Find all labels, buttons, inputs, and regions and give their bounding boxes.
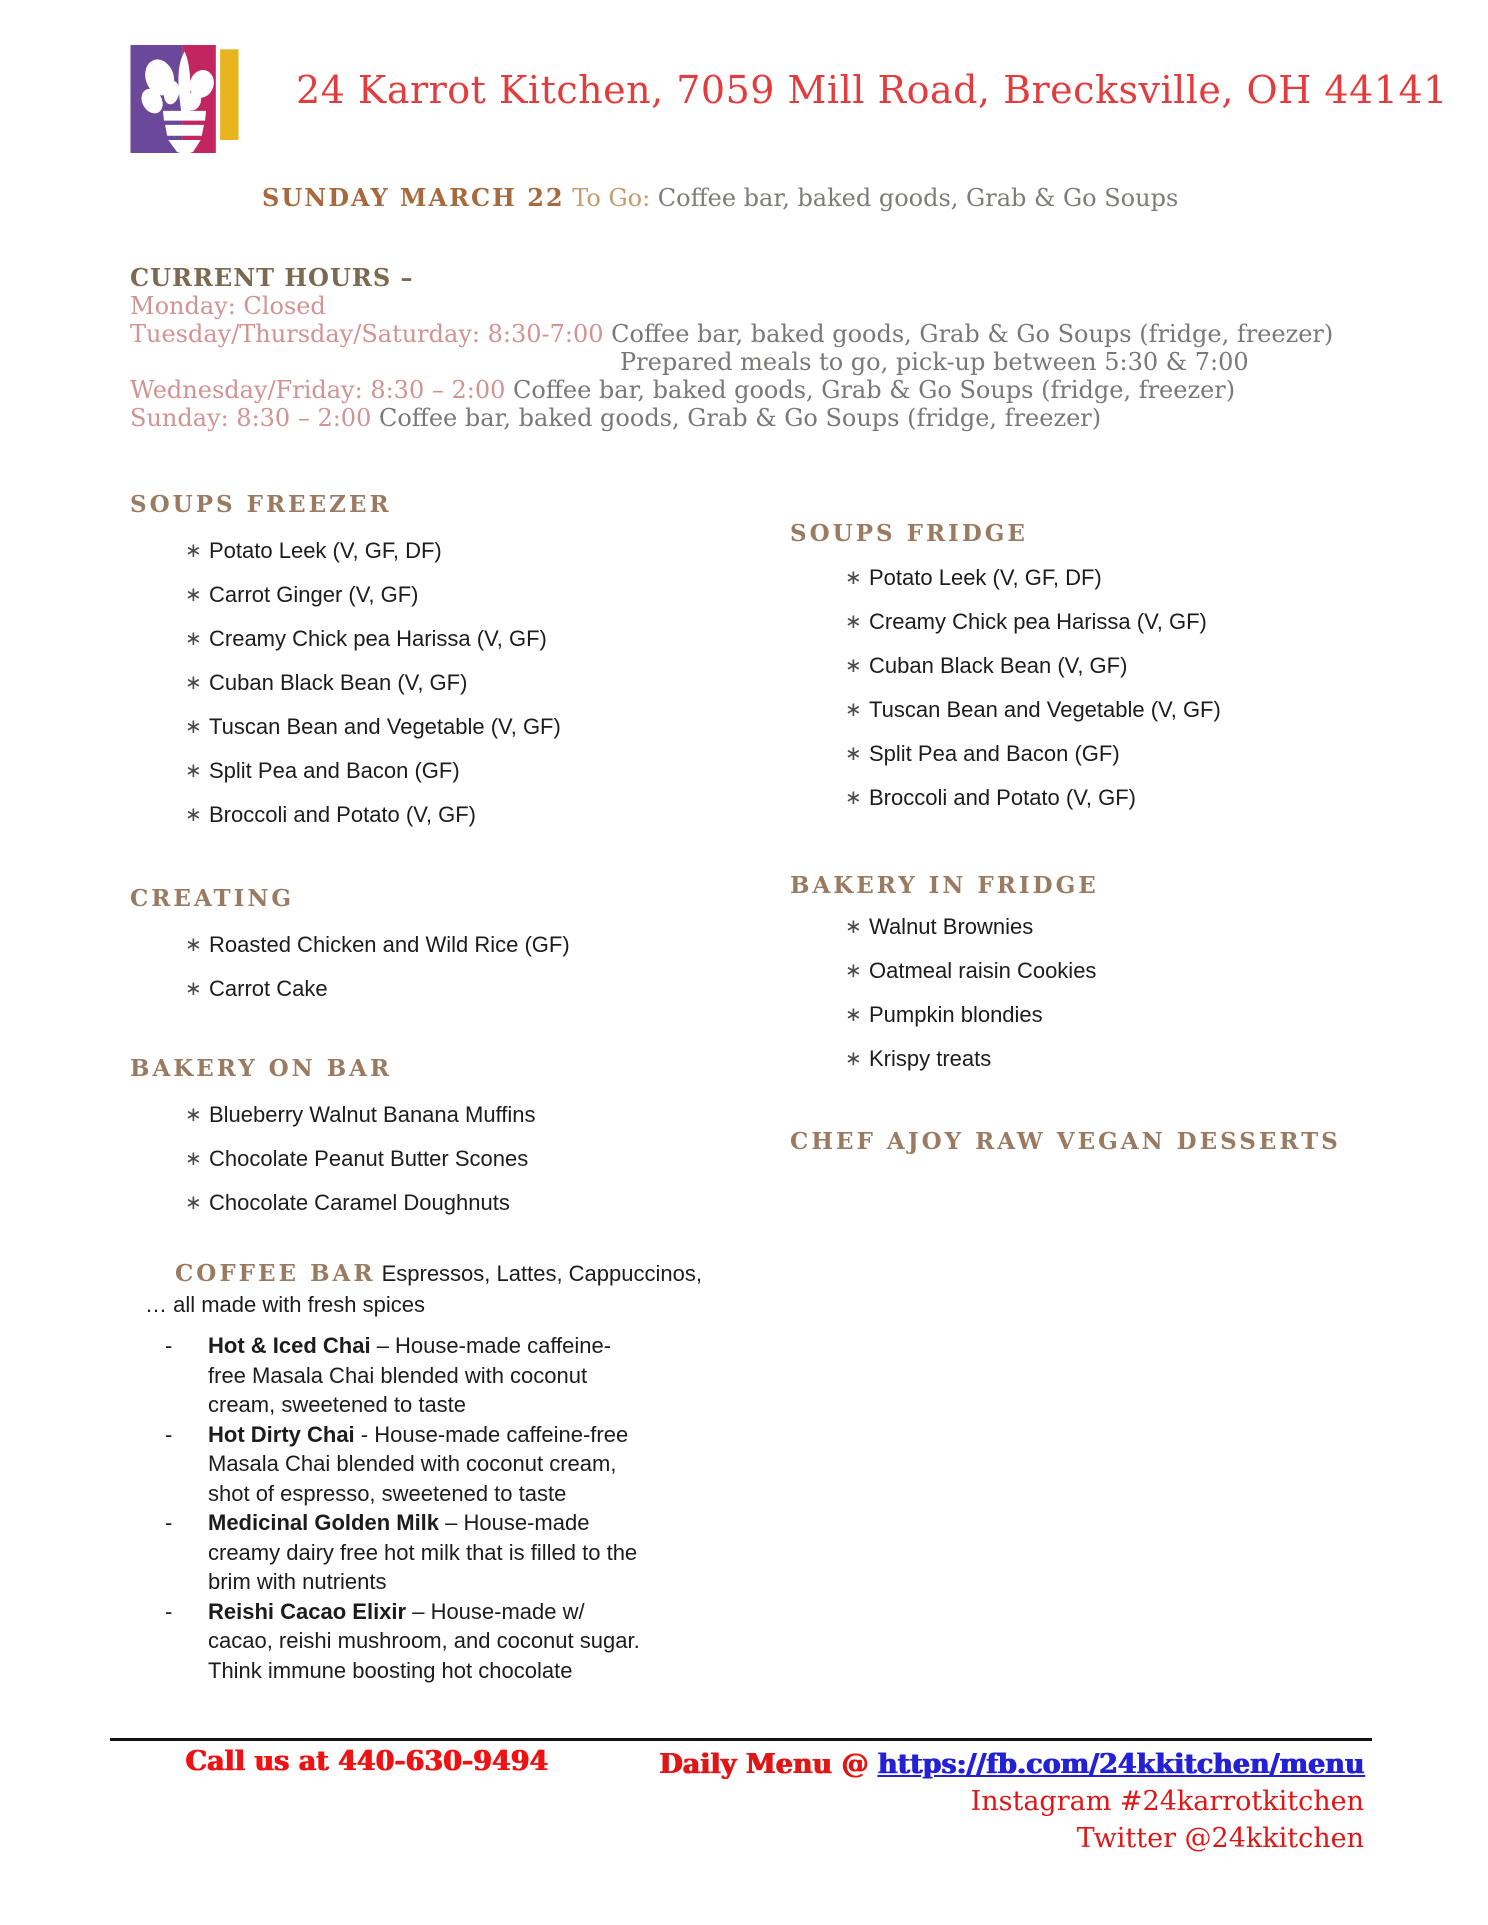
footer-links [659, 1746, 1364, 1857]
menu-item: ∗ Broccoli and Potato (V, GF) [185, 803, 770, 826]
footer-instagram: Instagram #24karrotkitchen [970, 1786, 1364, 1817]
creating-list [130, 933, 770, 1000]
footer-phone: Call us at 440-630-9494 [185, 1746, 548, 1777]
coffee-intro-2: … all made with fresh spices [145, 1292, 425, 1317]
facebook-menu-link[interactable]: https://fb.com/24kkitchen/menu [877, 1749, 1364, 1780]
coffee-drinks-list [130, 1331, 640, 1685]
today-date: SUNDAY MARCH 22 [262, 183, 565, 212]
chef-ajoy-heading: CHEF AJOY RAW VEGAN DESSERTS [790, 1128, 1341, 1155]
menu-item: ∗ Cuban Black Bean (V, GF) [845, 654, 1390, 677]
bakery-on-bar-list [130, 1103, 770, 1214]
coffee-drink-item: - Hot & Iced Chai – House-made caffeine-free Masala Chai blended with coconut cream, sweetened to taste [130, 1331, 640, 1420]
bakery-in-fridge-heading: BAKERY IN FRIDGE [790, 872, 1099, 899]
section-bakery-in-fridge [790, 872, 1390, 1070]
menu-item: ∗ Split Pea and Bacon (GF) [845, 742, 1390, 765]
menu-item: ∗ Walnut Brownies [845, 915, 1390, 938]
creating-heading: CREATING [130, 885, 295, 912]
hours-sunday: Sunday: 8:30 – 2:00 Coffee bar, baked goods, Grab & Go Soups (fridge, freezer) [130, 404, 1102, 432]
menu-item: ∗ Krispy treats [845, 1047, 1390, 1070]
menu-item: ∗ Carrot Cake [185, 977, 770, 1000]
menu-item: ∗ Chocolate Peanut Butter Scones [185, 1147, 770, 1170]
section-chef-ajoy [790, 1128, 1390, 1156]
coffee-drink-item: - Medicinal Golden Milk – House-made creamy dairy free hot milk that is filled to the brim with nutrients [130, 1508, 640, 1597]
today-line [262, 183, 1178, 212]
coffee-bar-intro [130, 1258, 770, 1320]
section-creating [130, 885, 770, 1000]
right-column [790, 478, 1390, 1156]
menu-item: ∗ Creamy Chick pea Harissa (V, GF) [185, 627, 770, 650]
section-soups-freezer [130, 491, 770, 826]
hours-heading: CURRENT HOURS – [130, 263, 414, 292]
hours-tue-thu-sat: Tuesday/Thursday/Saturday: 8:30-7:00 Coffee bar, baked goods, Grab & Go Soups (fridge, freezer) [130, 320, 1334, 348]
page-title: 24 Karrot Kitchen, 7059 Mill Road, Brecksville, OH 44141 [296, 68, 1448, 112]
bakery-in-fridge-list [790, 915, 1390, 1070]
soups-freezer-list [130, 539, 770, 826]
carrot-logo-icon [128, 45, 241, 153]
left-column [130, 478, 770, 1685]
menu-item: ∗ Creamy Chick pea Harissa (V, GF) [845, 610, 1390, 633]
menu-item: ∗ Tuscan Bean and Vegetable (V, GF) [185, 715, 770, 738]
menu-item: ∗ Potato Leek (V, GF, DF) [185, 539, 770, 562]
coffee-bar-heading: COFFEE BAR [175, 1260, 376, 1287]
soups-freezer-heading: SOUPS FREEZER [130, 491, 392, 518]
menu-item: ∗ Split Pea and Bacon (GF) [185, 759, 770, 782]
hours-wed-fri: Wednesday/Friday: 8:30 – 2:00 Coffee bar, baked goods, Grab & Go Soups (fridge, freezer) [130, 376, 1236, 404]
menu-item: ∗ Chocolate Caramel Doughnuts [185, 1191, 770, 1214]
menu-item: ∗ Roasted Chicken and Wild Rice (GF) [185, 933, 770, 956]
menu-item: ∗ Potato Leek (V, GF, DF) [845, 566, 1390, 589]
coffee-drink-item: - Reishi Cacao Elixir – House-made w/ cacao, reishi mushroom, and coconut sugar. Think immune boosting hot chocolate [130, 1597, 640, 1686]
menu-item: ∗ Broccoli and Potato (V, GF) [845, 786, 1390, 809]
today-desc: Coffee bar, baked goods, Grab & Go Soups [657, 184, 1179, 212]
section-coffee-bar [130, 1258, 770, 1685]
soups-fridge-heading: SOUPS FRIDGE [790, 520, 1028, 547]
hours-prepared-meals: Prepared meals to go, pick-up between 5:30 & 7:00 [620, 348, 1249, 376]
24-karrot-kitchen-logo [128, 45, 241, 153]
menu-item: ∗ Tuscan Bean and Vegetable (V, GF) [845, 698, 1390, 721]
footer-daily-menu-line [659, 1746, 1364, 1783]
menu-item: ∗ Blueberry Walnut Banana Muffins [185, 1103, 770, 1126]
menu-item: ∗ Carrot Ginger (V, GF) [185, 583, 770, 606]
footer-twitter: Twitter @24kkitchen [1076, 1823, 1364, 1854]
today-togo: To Go: [564, 184, 658, 212]
menu-item: ∗ Pumpkin blondies [845, 1003, 1390, 1026]
coffee-drink-item: - Hot Dirty Chai - House-made caffeine-free Masala Chai blended with coconut cream, shot of espresso, sweetened to taste [130, 1420, 640, 1509]
footer-divider [110, 1738, 1372, 1741]
section-soups-fridge [790, 520, 1390, 809]
menu-item: ∗ Oatmeal raisin Cookies [845, 959, 1390, 982]
section-bakery-on-bar [130, 1055, 770, 1214]
daily-menu-label: Daily Menu @ [658, 1749, 878, 1780]
menu-item: ∗ Cuban Black Bean (V, GF) [185, 671, 770, 694]
coffee-intro-1: Espressos, Lattes, Cappuccinos, [375, 1261, 702, 1286]
soups-fridge-list [790, 566, 1390, 809]
bakery-on-bar-heading: BAKERY ON BAR [130, 1055, 393, 1082]
current-hours [130, 264, 1333, 432]
hours-monday: Monday: Closed [130, 292, 326, 320]
